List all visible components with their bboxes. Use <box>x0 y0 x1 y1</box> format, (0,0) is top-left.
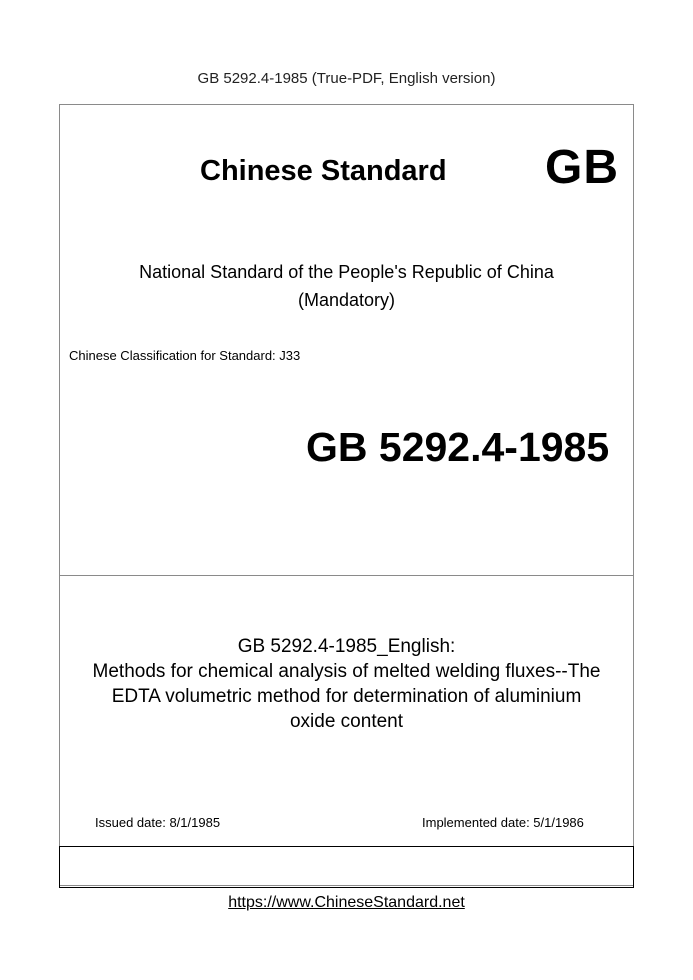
footer <box>0 894 693 912</box>
description-line: oxide content <box>289 711 404 732</box>
classification-label: Chinese Classification for Standard: J33 <box>69 348 301 363</box>
national-standard-line: National Standard of the People's Republic of China <box>139 262 554 282</box>
description-line: EDTA volumetric method for determination of aluminium <box>111 686 582 707</box>
website-link[interactable]: https://www.ChineseStandard.net <box>228 894 465 911</box>
standard-description <box>0 634 693 734</box>
implemented-date: Implemented date: 5/1/1986 <box>422 815 584 830</box>
page-header: GB 5292.4-1985 (True-PDF, English version) <box>197 70 496 87</box>
empty-footer-box <box>59 846 634 888</box>
gb-logo: GB <box>545 141 619 194</box>
standard-number: GB 5292.4-1985 <box>306 424 610 470</box>
section-divider <box>59 575 634 576</box>
issued-date: Issued date: 8/1/1985 <box>95 815 221 830</box>
cover-frame <box>59 104 634 886</box>
description-line: GB 5292.4-1985_English: <box>237 636 456 657</box>
description-line: Methods for chemical analysis of melted welding fluxes--The <box>92 661 601 682</box>
mandatory-label: (Mandatory) <box>297 290 396 310</box>
national-standard-text <box>0 258 693 314</box>
cover-title: Chinese Standard <box>200 155 447 187</box>
